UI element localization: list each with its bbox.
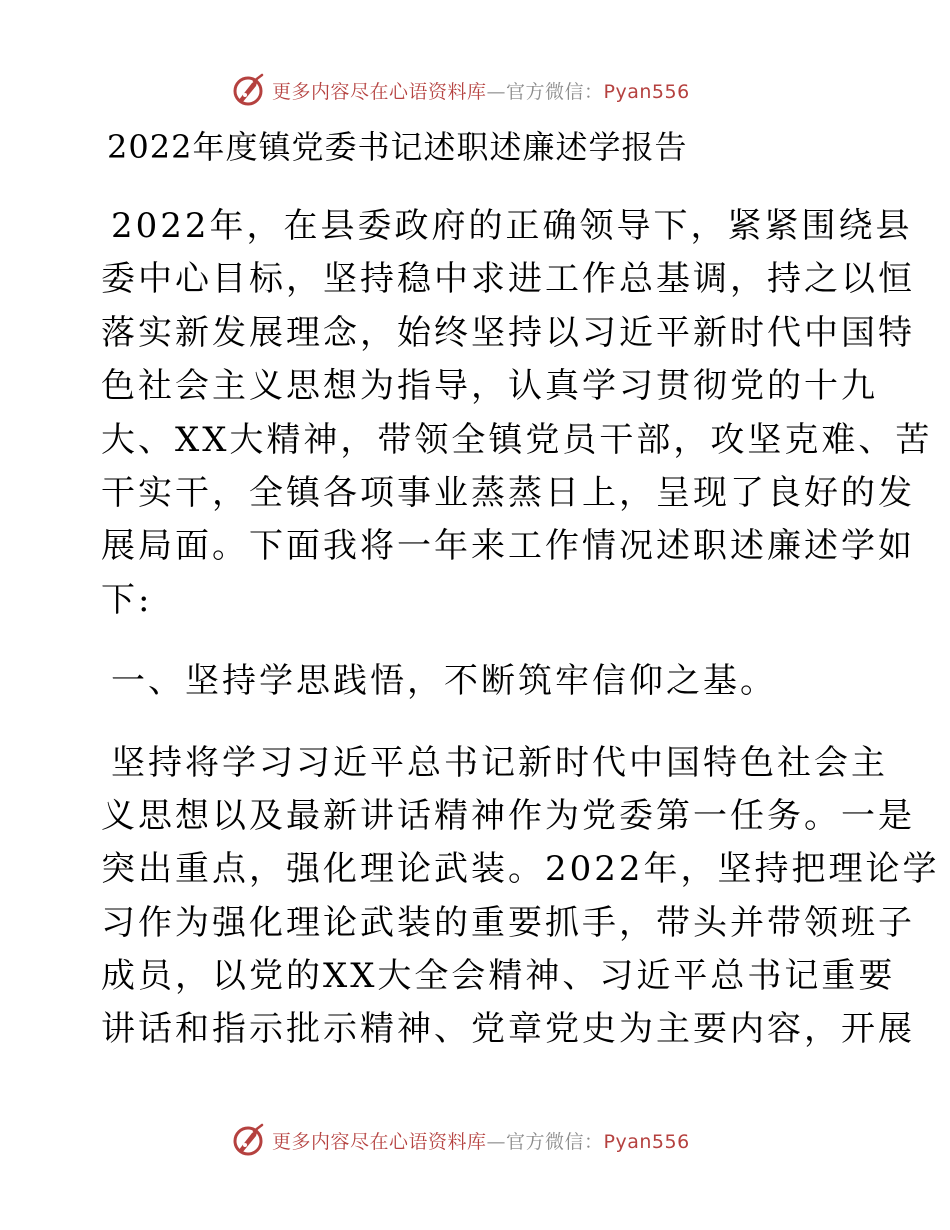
text-line: 色社会主义思想为指导，认真学习贯彻党的十九 [101,366,878,407]
text-line: 下: [101,579,153,620]
text-line: 展局面。下面我将一年来工作情况述职述廉述学如 [101,526,915,567]
watermark-text [272,1127,690,1154]
watermark-brand: 更多内容尽在心语资料库 [272,80,487,103]
text-line: 义思想以及最新讲话精神作为党委第一任务。一是 [101,795,915,836]
text-line: 习作为强化理论武装的重要抓手，带头并带领班子 [101,902,915,943]
paragraph-study [101,737,940,1057]
heading-line: 一、坚持学思践悟，不断筑牢信仰之基。 [111,661,777,702]
text-line: 委中心目标，坚持稳中求进工作总基调，持之以恒 [101,259,915,300]
text-line: 坚持将学习习近平总书记新时代中国特色社会主 [111,742,888,783]
document-title: 2022年度镇党委书记述职述廉述学报告 [107,128,688,166]
header-watermark [232,72,690,108]
section-heading [101,655,861,708]
watermark-text [272,77,690,104]
text-line: 落实新发展理念，始终坚持以习近平新时代中国特 [101,312,915,353]
watermark-label: 官方微信： [506,1130,604,1153]
watermark-wechat-id: Pyan556 [603,80,690,103]
footer-watermark [232,1122,690,1158]
pen-logo-icon [232,73,266,107]
document-body [101,125,940,1085]
paragraph-intro [101,200,933,627]
watermark-wechat-id: Pyan556 [603,1130,690,1153]
text-line: 成员，以党的XX大全会精神、习近平总书记重要 [101,956,896,997]
watermark-separator: — [486,80,507,103]
watermark-brand: 更多内容尽在心语资料库 [272,1130,487,1153]
text-line: 2022年，在县委政府的正确领导下，紧紧围绕县 [111,206,913,246]
text-line: 突出重点，强化理论武装。2022年，坚持把理论学 [101,849,940,890]
pen-logo-icon [232,1123,266,1157]
text-line: 干实干，全镇各项事业蒸蒸日上，呈现了良好的发 [101,472,915,513]
watermark-separator: — [486,1130,507,1153]
watermark-label: 官方微信： [506,80,604,103]
text-line: 大、XX大精神，带领全镇党员干部，攻坚克难、苦 [101,419,933,460]
text-line: 讲话和指示批示精神、党章党史为主要内容，开展 [101,1009,915,1050]
